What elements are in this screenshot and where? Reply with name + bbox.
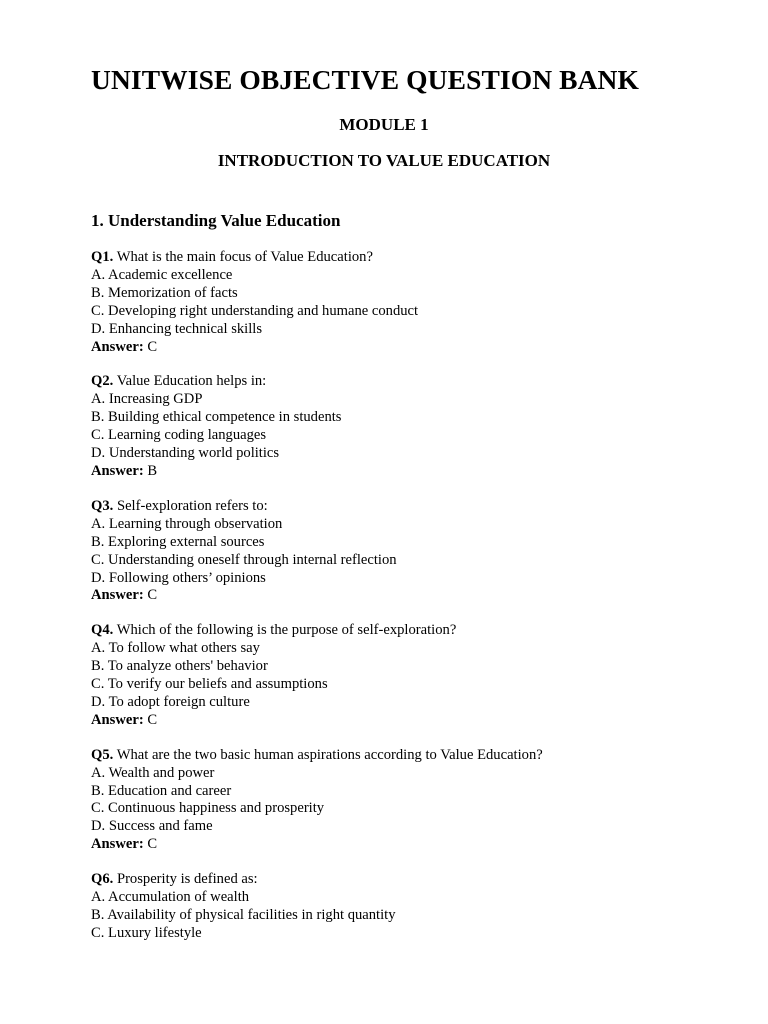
answer-line xyxy=(91,712,731,730)
option: A. Learning through observation xyxy=(91,515,283,532)
question-line xyxy=(91,498,731,516)
option: B. Exploring external sources xyxy=(91,533,265,550)
question-line xyxy=(91,249,731,267)
question-list xyxy=(91,249,731,960)
question-text: Self-exploration refers to: xyxy=(116,497,268,514)
document-title: UNITWISE OBJECTIVE QUESTION BANK xyxy=(91,64,639,95)
question-number: Q6. xyxy=(91,871,114,888)
question-number: Q1. xyxy=(91,249,114,265)
answer-label: Answer: xyxy=(91,711,144,728)
option: A. Academic excellence xyxy=(91,266,233,283)
question-line xyxy=(91,622,731,640)
answer-line xyxy=(91,587,731,605)
question-number: Q4. xyxy=(91,622,114,639)
option: C. Luxury lifestyle xyxy=(91,924,202,941)
option: B. Building ethical competence in students xyxy=(91,409,342,426)
option: D. Enhancing technical skills xyxy=(91,320,263,337)
question-number: Q3. xyxy=(91,497,114,514)
question-text: Prosperity is defined as: xyxy=(116,871,258,888)
question-block xyxy=(91,498,731,605)
question-block xyxy=(91,373,731,480)
question-text: What is the main focus of Value Education? xyxy=(116,249,373,265)
question-number: Q2. xyxy=(91,373,114,390)
answer-value: C xyxy=(147,836,158,853)
option: A. Wealth and power xyxy=(91,764,215,781)
option: C. To verify our beliefs and assumptions xyxy=(91,676,328,693)
option: C. Continuous happiness and prosperity xyxy=(91,800,325,817)
question-line xyxy=(91,747,731,765)
question-text: What are the two basic human aspirations according to Value Education? xyxy=(116,746,543,763)
answer-value: B xyxy=(147,462,158,479)
answer-label: Answer: xyxy=(91,587,144,604)
option: B. To analyze others' behavior xyxy=(91,658,268,675)
answer-label: Answer: xyxy=(91,836,144,853)
option: B. Memorization of facts xyxy=(91,284,238,301)
question-text: Which of the following is the purpose of self-exploration? xyxy=(116,622,457,639)
option: C. Developing right understanding and humane conduct xyxy=(91,302,419,319)
module-title: INTRODUCTION TO VALUE EDUCATION xyxy=(217,151,551,170)
answer-line xyxy=(91,339,731,357)
option: D. To adopt foreign culture xyxy=(91,693,250,710)
question-block xyxy=(91,622,731,729)
option: B. Availability of physical facilities in right quantity xyxy=(91,907,396,923)
option: A. Accumulation of wealth xyxy=(91,889,250,906)
question-line xyxy=(91,871,731,889)
answer-value: C xyxy=(147,338,158,355)
question-text: Value Education helps in: xyxy=(116,373,267,390)
option: A. To follow what others say xyxy=(91,640,260,657)
option: D. Success and fame xyxy=(91,818,213,835)
answer-label: Answer: xyxy=(91,338,144,355)
option: C. Understanding oneself through internal reflection xyxy=(91,551,397,568)
module-heading: MODULE 1 xyxy=(339,115,429,134)
question-block xyxy=(91,871,731,943)
answer-value: C xyxy=(147,711,158,728)
answer-line xyxy=(91,836,731,854)
question-block xyxy=(91,747,731,854)
section-title: 1. Understanding Value Education xyxy=(91,211,341,230)
option: B. Education and career xyxy=(91,782,232,799)
answer-value: C xyxy=(147,587,158,604)
option: D. Following others’ opinions xyxy=(91,569,266,586)
answer-line xyxy=(91,463,731,481)
answer-label: Answer: xyxy=(91,462,144,479)
question-line xyxy=(91,373,731,391)
question-number: Q5. xyxy=(91,746,114,763)
question-block xyxy=(91,249,731,356)
option: D. Understanding world politics xyxy=(91,445,280,462)
option: C. Learning coding languages xyxy=(91,427,267,444)
option: A. Increasing GDP xyxy=(91,391,203,408)
